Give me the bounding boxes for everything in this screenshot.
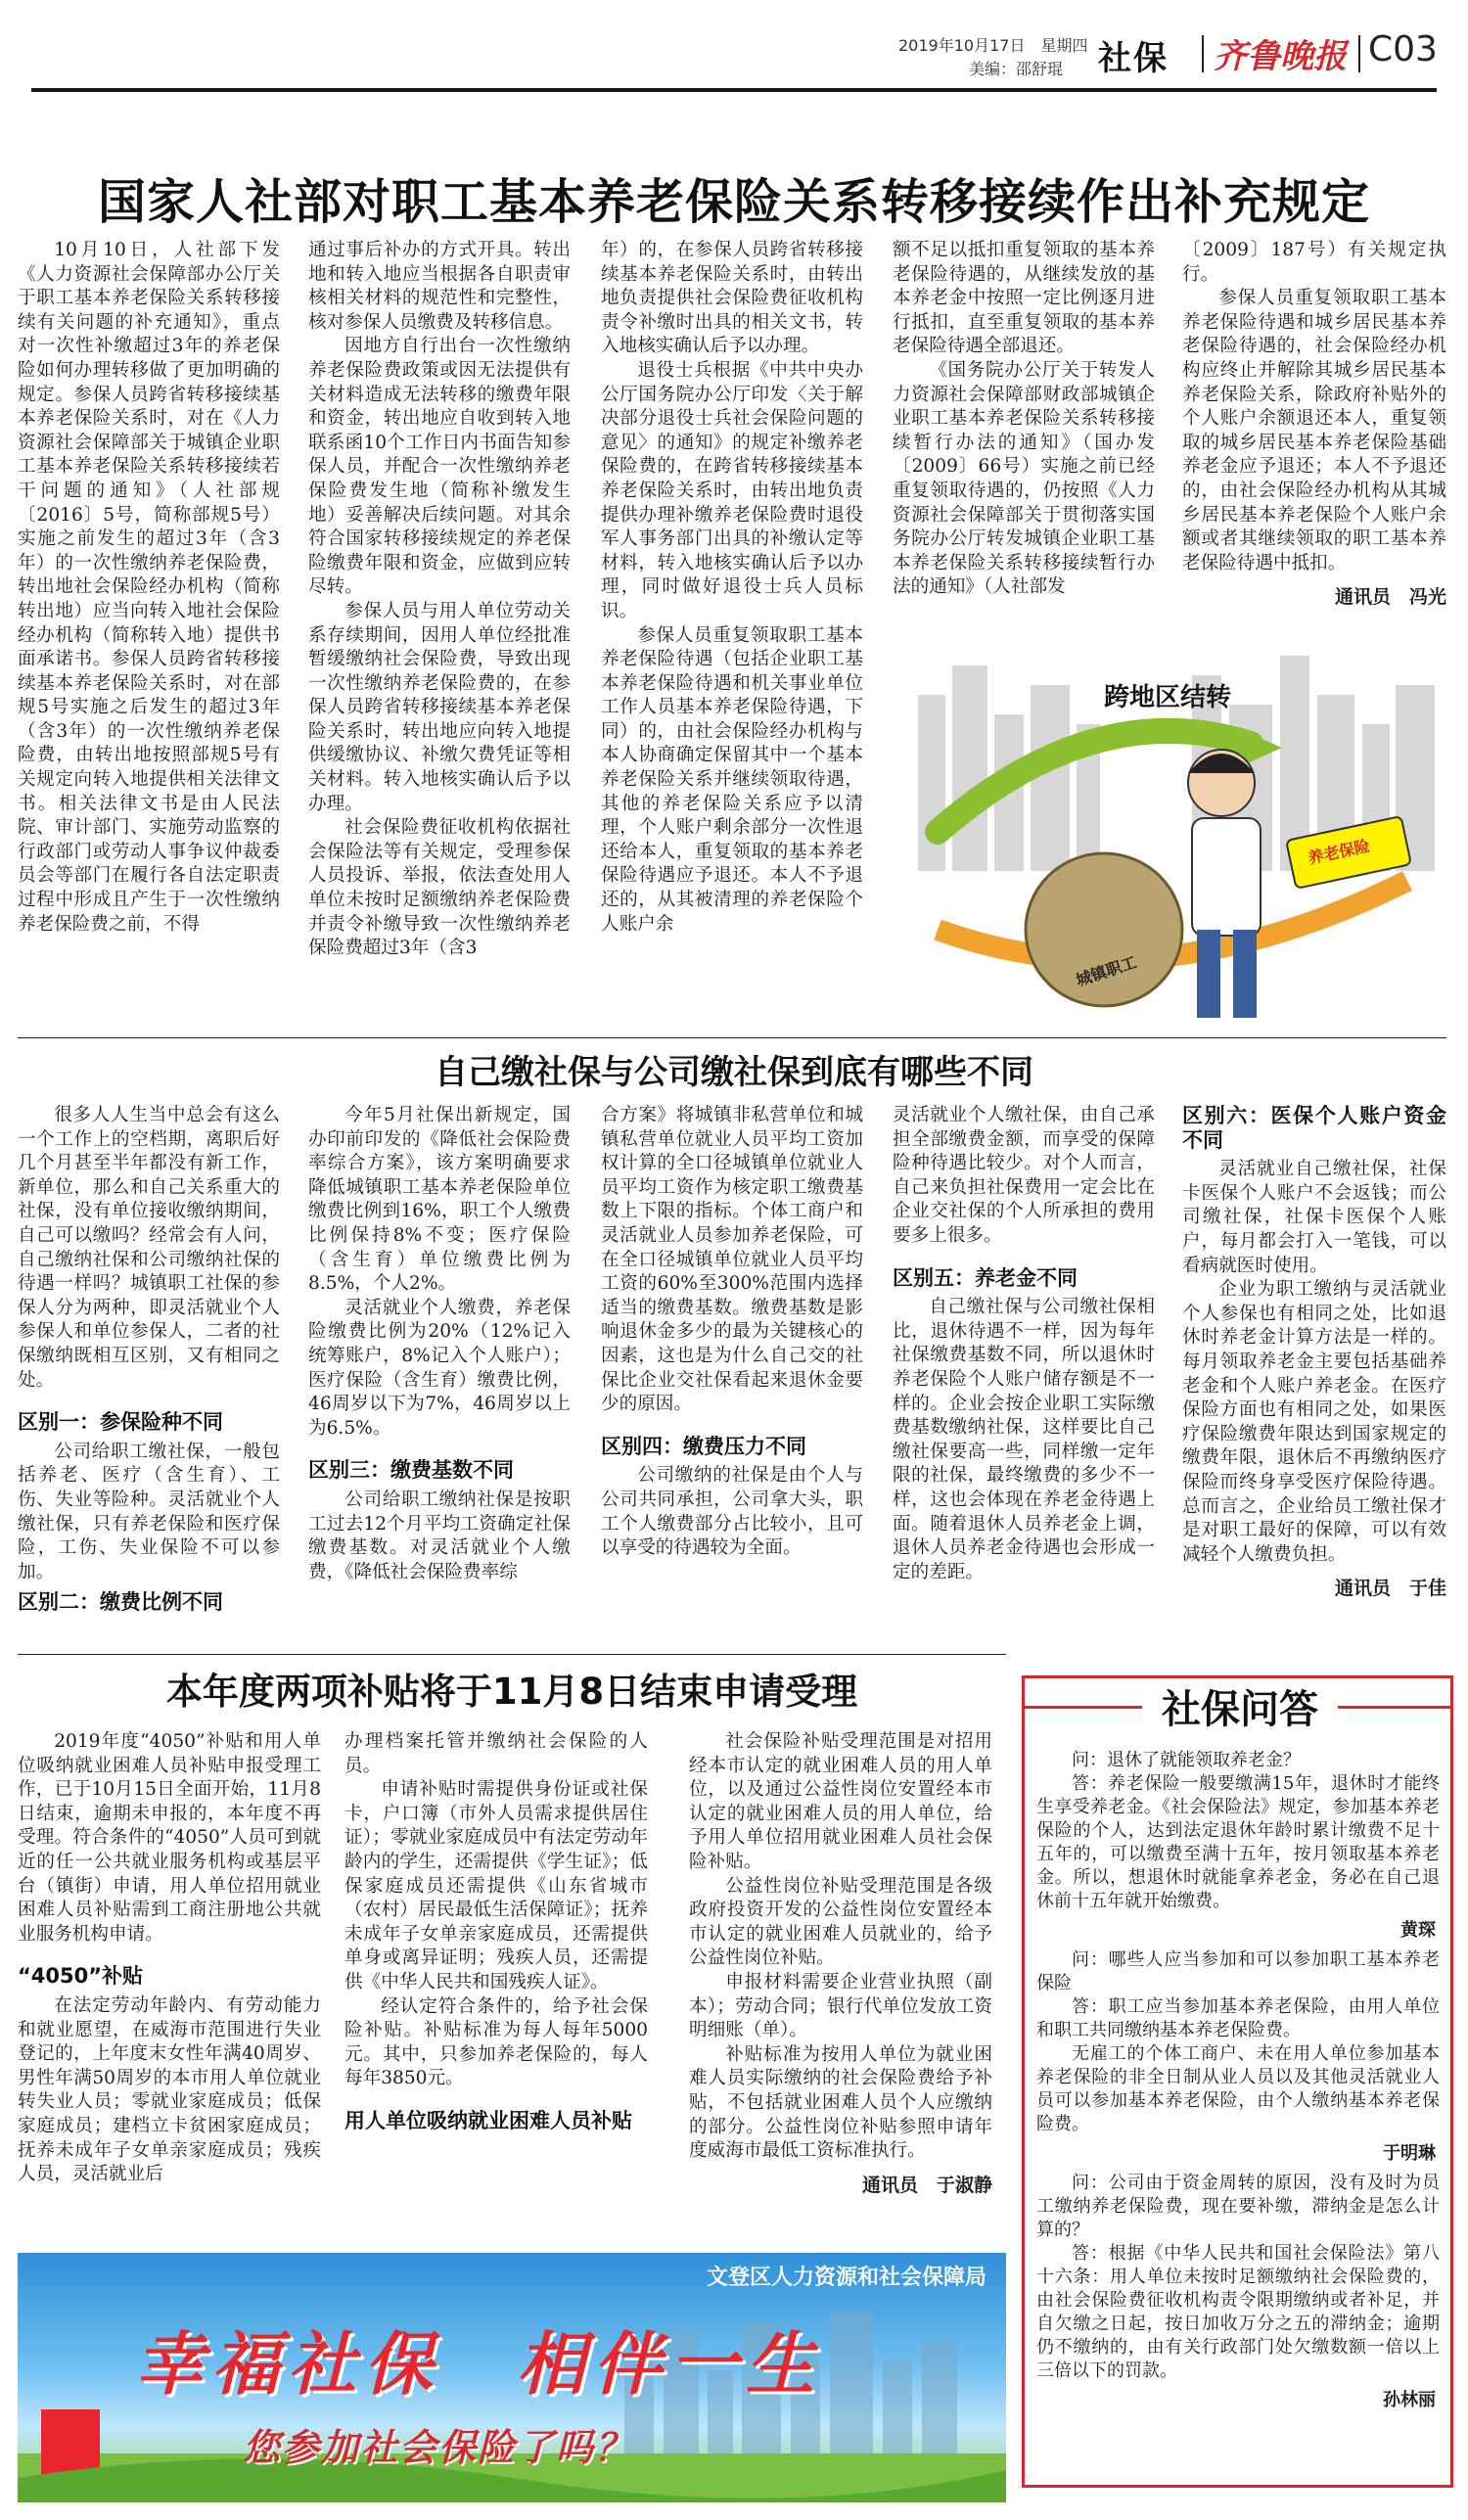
article2-col4: 灵活就业个人缴社保，由自己承担全部缴费金额，而享受的保障险种待遇比较少。对个人而言，自己来负担社保费用一定会比在企业交社保的个人所承担的费用要多上很多。 区别五：养老金不同 自己缴社保与公司缴社保相比，退休待遇不一样，因为每年社保缴费基数不同，所以退休时养老保险个人账户储存额是不一样的。企业会按企业职工实际缴费基数缴纳社保，这样要比自己缴社保要高一些，同样缴一定年限的社保，最终缴费的多少不一样，这也会体现在养老金待遇上面。随着退休人员养老金上调，退休人员养老金待遇也会形成一定的差距。 xyxy=(893,1105,1155,1582)
banner-question: 您参加社会保险了吗？ xyxy=(243,2426,635,2469)
article2-col3: 合方案》将城镇非私营单位和城镇私营单位就业人员平均工资加权计算的全口径城镇单位就业人员平均工资作为核定职工缴费基数上下限的指标。个体工商户和灵活就业人员参加养老保险，可在全口径城镇单位就业人员平均工资的60%至300%范围内选择适当的缴费基数。缴费基数是影响退休金多少的最为关键核心的因素，这也是为什么自己交的社保比企业交社保看起来退休金要少的原因。 区别四：缴费压力不同 公司缴纳的社保是由个人与公司共同承担，公司拿大头，职工个人缴费部分占比较小，且可以享受的待遇较为全面。 xyxy=(601,1105,863,1559)
article2-col1: 很多人人生当中总会有这么一个工作上的空档期，离职后好几个月甚至半年都没有新工作，新单位，那么和自己关系重大的社保，没有单位接收缴纳期间，自己可以缴吗？经常会有人问，自己缴纳社保和公司缴纳社保的待遇一样吗？城镇职工社保的参保人分为两种，即灵活就业个人参保人和单位参保人，二者的社保缴纳既相互区别，又有相同之处。 区别一：参保险种不同 公司给职工缴社保，一般包括养老、医疗（含生育）、工伤、失业等险种。灵活就业个人缴社保，只有养老保险和医疗保险，工伤、失业保险不可以参加。 区别二：缴费比例不同 xyxy=(18,1105,280,1613)
ad-banner xyxy=(18,2253,1006,2502)
header-divider xyxy=(1202,35,1204,72)
section-name: 社保 xyxy=(1098,39,1169,78)
masthead-rule xyxy=(31,88,1437,92)
article3-col2: 办理档案托管并缴纳社会保险的人员。 申请补贴时需提供身份证或社保卡，户口簿（市外人员需求提供居住证）；零就业家庭成员中有法定劳动年龄内的学生，还需提供《学生证》；低保家庭成员还需提供《山东省城市（农村）居民最低生活保障证》；抚养未成年子女单亲家庭成员，还需提供单身或离异证明；残疾人员，还需提供《中华人民共和国残疾人证》。 经认定符合条件的，给予社会保险补贴。补贴标准为每人每年5000元。其中，只参加养老保险的，每人每年3850元。 用人单位吸纳就业困难人员补贴 xyxy=(344,1731,648,2132)
article1-title: 国家人社部对职工基本养老保险关系转移接续作出补充规定 xyxy=(97,174,1370,230)
transfer-illustration xyxy=(898,636,1446,1037)
article3-col3: 社会保险补贴受理范围是对招用经本市认定的就业困难人员的用人单位，以及通过公益性岗位安置经本市认定的就业困难人员的用人单位，给予用人单位招用就业困难人员社会保险补贴。 公益性岗位补贴受理范围是各级政府投资开发的公益性岗位安置经本市认定的就业困难人员就业的，给予公益性岗位补贴。 申报材料需要企业营业执照（副本）；劳动合同；银行代单位发放工资明细账（单）。 补贴标准为按用人单位为就业困难人员实际缴纳的社会保险费给予补贴，不包括就业困难人员个人应缴纳的部分。公益性岗位补贴参照申请年度威海市最低工资标准执行。 通讯员 于淑静 xyxy=(689,1731,992,2196)
qa-box xyxy=(1022,1675,1453,2488)
header-divider-2 xyxy=(1358,35,1360,72)
card-label: 养老保险 xyxy=(1306,836,1372,868)
page-number: C03 xyxy=(1368,29,1438,69)
illustration-label: 跨地区结转 xyxy=(1104,683,1232,712)
article1-col4: 额不足以抵扣重复领取的基本养老保险待遇的，从继续发放的基本养老金中按照一定比例逐月进行抵扣，直至重复领取的基本养老保险待遇全部退还。 《国务院办公厅关于转发人力资源社会保障部财政部城镇企业职工基本养老保险关系转移接续暂行办法的通知》（国办发〔2009〕66号）实施之前已经重复领取待遇的，仍按照《人力资源社会保障部关于贯彻落实国务院办公厅转发城镇企业职工基本养老保险关系转移接续暂行办法的通知》（人社部发 xyxy=(893,240,1155,598)
article1-col2: 通过事后补办的方式开具。转出地和转入地应当根据各自职责审核相关材料的规范性和完整性，核对参保人员缴费及转移信息。 因地方自行出台一次性缴纳养老保险费政策或因无法提供有关材料造成无法转移的缴费年限和资金，转出地应自收到转入地联系函10个工作日内书面告知参保人员，并配合一次性缴纳养老保险费发生地（简称补缴发生地）妥善解决后续问题。对其余符合国家转移接续规定的养老保险缴费年限和资金，应做到应转尽转。 参保人员与用人单位劳动关系存续期间，因用人单位经批准暂缓缴纳社会保险费，导致出现一次性缴纳养老保险费的，在参保人员跨省转移接续基本养老保险关系时，转出地应向转入地提供缓缴协议、补缴欠费凭证等相关材料。转入地核实确认后予以办理。 社会保险费征收机构依据社会保险法等有关规定，受理参保人员投诉、举报，依法查处用人单位未按时足额缴纳养老保险费并责令补缴导致一次性缴纳养老保险费超过3年（含3 xyxy=(308,240,571,959)
sack-label: 城镇职工 xyxy=(1073,952,1139,990)
header-date: 2019年10月17日 星期四 xyxy=(898,36,1088,55)
qa-content: 问：退休了就能领取养老金？ 答：养老保险一般要缴满15年，退休时才能终生享受养老金。《社会保险法》规定，参加基本养老保险的个人，达到法定退休年龄时累计缴费不足十五年的，可以缴费至满十五年，按月领取基本养老金。所以，想退休时就能拿养老金，务必在自己退休前十五年就开始缴费。 黄琛 问：哪些人应当参加和可以参加职工基本养老保险 答：职工应当参加基本养老保险，由用人单位和职工共同缴纳基本养老保险费。 无雇工的个体工商户、未在用人单位参加基本养老保险的非全日制从业人员以及其他灵活就业人员可以参加基本养老保险，由个人缴纳基本养老保险费。 于明琳 问：公司由于资金周转的原因，没有及时为员工缴纳养老保险费，现在要补缴，滞纳金是怎么计算的？ 答：根据《中华人民共和国社会保险法》第八十六条：用人单位未按时足额缴纳社会保险费的，由社会保险费征收机构责令限期缴纳或者补足，并自欠缴之日起，按日加收万分之五的滞纳金；逾期仍不缴纳的，由有关行政部门处欠缴数额一倍以上三倍以下的罚款。 孙林丽 xyxy=(1036,1750,1440,2410)
article2-col2: 今年5月社保出新规定，国办印前印发的《降低社会保险费率综合方案》，该方案明确要求降低城镇职工基本养老保险单位缴费比例到16%，职工个人缴费比例保持8%不变；医疗保险（含生育）单位缴费比例为8.5%，个人2%。 灵活就业个人缴费，养老保险缴费比例为20%（12%记入统筹账户，8%记入个人账户）；医疗保险（含生育）缴费比例，46周岁以下为7%，46周岁以上为6.5%。 区别三：缴费基数不同 公司给职工缴纳社保是按职工过去12个月平均工资确定社保缴费基数。对灵活就业个人缴费，《降低社会保险费率综 xyxy=(308,1105,571,1582)
article1-col3: 年）的，在参保人员跨省转移接续基本养老保险关系时，由转出地负责提供社会保险费征收机构责令补缴时出具的相关文书，转入地核实确认后予以办理。 退役士兵根据《中共中央办公厅国务院办公厅印发〈关于解决部分退役士兵社会保险问题的意见〉的通知》的规定补缴养老保险费的，在跨省转移接续基本养老保险关系时，由转出地负责提供办理补缴养老保险费时退役军人事务部门出具的补缴认定等材料，转入地核实确认后予以办理，同时做好退役士兵人员标识。 参保人员重复领取职工基本养老保险待遇（包括企业职工基本养老保险待遇和机关事业单位工作人员基本养老保险待遇，下同）的，由社会保险经办机构与本人协商确定保留其中一个基本养老保险关系并继续领取待遇，其他的养老保险关系应予以清理，个人账户剩余部分一次性退还给本人，重复领取的基本养老保险待遇应予退还。本人不予退还的，从其被清理的养老保险个人账户余 xyxy=(601,240,863,935)
header-editor: 美编：邵舒琨 xyxy=(969,60,1064,78)
article1-col5: 〔2009〕187号）有关规定执行。 参保人员重复领取职工基本养老保险待遇和城乡居民基本养老保险待遇的，社会保险经办机构应终止并解除其城乡居民基本养老保险关系，除政府补贴外的个人账户余额退还本人，重复领取的城乡居民基本养老保险基础养老金应予退还；本人不予退还的，由社会保险经办机构从其城乡居民基本养老保险个人账户余额或者其继续领取的职工基本养老保险待遇中抵扣。 通讯员 冯光 xyxy=(1182,240,1446,609)
article2-title: 自己缴社保与公司缴社保到底有哪些不同 xyxy=(435,1053,1033,1092)
section-rule-2 xyxy=(18,1654,1006,1655)
article3-title: 本年度两项补贴将于11月8日结束申请受理 xyxy=(165,1671,858,1713)
qa-title: 社保问答 xyxy=(1142,1678,1338,1737)
article3-col1: 2019年度“4050”补贴和用人单位吸纳就业困难人员补贴申报受理工作，已于10月15日全面开始，11月8日结束，逾期未申报的，本年度不再受理。符合条件的“4050”人员可到就近的任一公共就业服务机构或基层平台（镇街）申请，用人单位招用就业困难人员补贴需到工商注册地公共就业服务机构申请。 “4050”补贴 在法定劳动年龄内、有劳动能力和就业愿望，在威海市范围进行失业登记的，上年度末女性年满40周岁、男性年满50周岁的本市用人单位就业转失业人员；零就业家庭成员；低保家庭成员；建档立卡贫困家庭成员；抚养未成年子女单亲家庭成员；残疾人员，灵活就业后 xyxy=(18,1731,321,2185)
section-rule-1 xyxy=(18,1037,1446,1038)
article2-col5: 区别六：医保个人账户资金不同 灵活就业自己缴社保，社保卡医保个人账户不会返钱；而公司缴社保，社保卡医保个人账户，每月都会打入一笔钱，可以看病就医时使用。 企业为职工缴纳与灵活就业个人参保也有相同之处，比如退休时养老金计算方法是一样的。每月领取养老金主要包括基础养老金和个人账户养老金。在医疗保险方面也有相同之处，如果医疗保险缴费年限达到国家规定的缴费年限，退休后不再缴纳医疗保险而终身享受医疗保险待遇。总而言之，企业给员工缴社保才是对职工最好的保障，可以有效减轻个人缴费负担。 通讯员 于佳 xyxy=(1182,1104,1446,1600)
banner-org: 文登区人力资源和社会保障局 xyxy=(706,2266,986,2290)
article1-col1: 10月10日，人社部下发《人力资源社会保障部办公厅关于职工基本养老保险关系转移接续有关问题的补充通知》，重点对一次性补缴超过3年的养老保险如何办理转移做了更加明确的规定。参保人员跨省转移接续基本养老保险关系时，对在《人力资源社会保障部关于城镇企业职工基本养老保险关系转移接续若干问题的通知》（人社部规〔2016〕5号，简称部规5号）实施之前发生的超过3年（含3年）的一次性缴纳养老保险费，转出地社会保险经办机构（简称转出地）应当向转入地社会保险经办机构（简称转入地）提供书面承诺书。参保人员跨省转移接续基本养老保险关系时，对在部规5号实施之后发生的超过3年（含3年）的一次性缴纳养老保险费，由转出地按照部规5号有关规定向转入地提供相关法律文书。相关法律文书是由人民法院、审计部门、实施劳动监察的行政部门或劳动人事争议仲裁委员会等部门在履行各自法定职责过程中形成且产生于一次性缴纳养老保险费之前，不得 xyxy=(18,240,280,935)
newspaper-logo: 齐鲁晚报 xyxy=(1214,37,1347,76)
banner-slogan: 幸福社保 相伴一生 xyxy=(135,2323,822,2405)
